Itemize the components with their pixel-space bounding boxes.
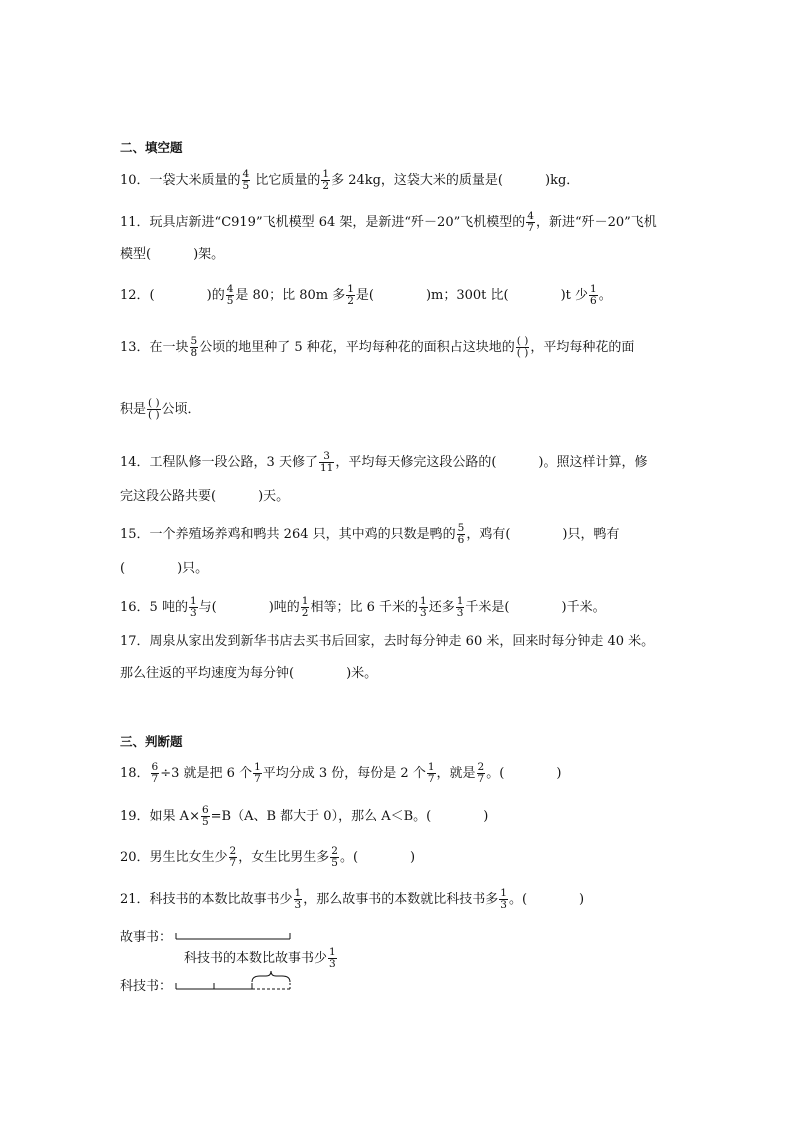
question-15: 15．一个养殖场养鸡和鸭共 264 只，其中鸡的只数是鸭的 $\frac{5}{6}$ ，鸡有( )只，鸭有 bbox=[120, 522, 620, 546]
fraction: $\frac{4}{5}$ bbox=[226, 283, 234, 307]
segment-diagram bbox=[120, 920, 320, 1000]
fraction: $\frac{3}{11}$ bbox=[319, 450, 334, 474]
question-13-cont: 积是 $\frac{( )}{( )}$ 公顷． bbox=[120, 397, 201, 421]
fraction: $\frac{5}{6}$ bbox=[457, 522, 465, 546]
story-books-label: 故事书： bbox=[120, 930, 173, 945]
question-21: 21．科技书的本数比故事书少 $\frac{1}{3}$ ，那么故事书的本数就比科技书多 $\frac{1}{3}$ 。( ) bbox=[120, 887, 585, 911]
tech-books-label: 科技书： bbox=[120, 979, 173, 994]
fraction: $\frac{1}{3}$ bbox=[329, 946, 336, 970]
question-17: 17．周泉从家出发到新华书店去买书后回家，去时每分钟走 60 米，回来时每分钟走 40 米。 bbox=[120, 634, 655, 649]
fraction: $\frac{1}{2}$ bbox=[301, 595, 309, 619]
fraction: $\frac{2}{7}$ bbox=[229, 845, 237, 869]
question-11: 11．玩具店新进“C919”飞机模型 64 架，是新进“歼－20”飞机模型的 $\frac{4}{7}$ ，新进“歼－20”飞机 bbox=[120, 210, 657, 234]
fraction: $\frac{4}{7}$ bbox=[527, 210, 534, 234]
fraction: $\frac{1}{3}$ bbox=[294, 887, 302, 911]
tech-book-segment bbox=[176, 983, 290, 989]
section-title-true-false: 三、判断题 bbox=[120, 734, 183, 749]
question-12: 12．( )的 $\frac{4}{5}$ 是 80；比 80m 多 $\frac{1}{2}$ 是( )m；300t 比( )t 少 $\frac{1}{6}$ 。 bbox=[120, 283, 612, 307]
fraction: $\frac{1}{3}$ bbox=[500, 887, 507, 911]
fraction: $\frac{6}{5}$ bbox=[201, 804, 209, 828]
question-11-cont: 模型( )架。 bbox=[120, 247, 225, 262]
fraction: $\frac{5}{8}$ bbox=[190, 335, 198, 359]
fraction: $\frac{1}{3}$ bbox=[189, 595, 197, 619]
story-book-segment bbox=[176, 933, 290, 939]
question-18: 18． $\frac{6}{7}$ ÷3 就是把 6 个 $\frac{1}{7}$ 平均分成 3 份，每份是 2 个 $\frac{1}{7}$ ，就是 $\frac{2}{7}$ 。( ) bbox=[120, 761, 562, 785]
question-14: 14．工程队修一段公路，3 天修了 $\frac{3}{11}$ ，平均每天修完这段公路的( )。照这样计算，修 bbox=[120, 450, 648, 474]
fraction: $\frac{1}{3}$ bbox=[456, 595, 464, 619]
question-20: 20．男生比女生少 $\frac{2}{7}$ ，女生比男生多 $\frac{2}{5}$ 。( ) bbox=[120, 845, 416, 869]
question-10: 10．一袋大米质量的 $\frac{4}{5}$ 比它质量的 $\frac{1}{2}$ 多 24kg，这袋大米的质量是( )kg． bbox=[120, 168, 580, 192]
question-17-cont: 那么往返的平均速度为每分钟( )米。 bbox=[120, 666, 378, 681]
question-13: 13．在一块 $\frac{5}{8}$ 公顷的地里种了 5 种花，平均每种花的面积占这块地的 $\frac{( )}{( )}$ ，平均每种花的面 bbox=[120, 335, 635, 359]
fraction: $\frac{2}{5}$ bbox=[331, 845, 338, 869]
question-19: 19．如果 A× $\frac{6}{5}$ =B（A、B 都大于 0），那么 A＜B。( ) bbox=[120, 804, 489, 828]
fraction: $\frac{4}{5}$ bbox=[242, 168, 250, 192]
fraction: $\frac{1}{2}$ bbox=[322, 168, 330, 192]
brace-icon bbox=[252, 971, 290, 982]
fraction: $\frac{1}{3}$ bbox=[420, 595, 427, 619]
question-16: 16．5 吨的 $\frac{1}{3}$ 与( )吨的 $\frac{1}{2}$ 相等；比 6 千米的 $\frac{1}{3}$ 还多 $\frac{1}{3}$ 千米是( )千米。 bbox=[120, 595, 606, 619]
question-14-cont: 完这段公路共要( )天。 bbox=[120, 489, 290, 504]
fraction: $\frac{1}{6}$ bbox=[590, 283, 597, 307]
diagram-caption: 科技书的本数比故事书少 $\frac{1}{3}$ bbox=[184, 946, 336, 970]
question-15-cont: ( )只。 bbox=[120, 561, 209, 576]
fraction-blank[interactable]: $\frac{( )}{( )}$ bbox=[148, 397, 160, 421]
fraction: $\frac{6}{7}$ bbox=[151, 761, 159, 785]
section-title-fill-in: 二、填空题 bbox=[120, 140, 183, 155]
fraction: $\frac{1}{7}$ bbox=[427, 761, 435, 785]
fraction: $\frac{1}{7}$ bbox=[254, 761, 261, 785]
fraction: $\frac{2}{7}$ bbox=[477, 761, 485, 785]
fraction: $\frac{1}{2}$ bbox=[347, 283, 354, 307]
fraction-blank[interactable]: $\frac{( )}{( )}$ bbox=[516, 335, 529, 359]
